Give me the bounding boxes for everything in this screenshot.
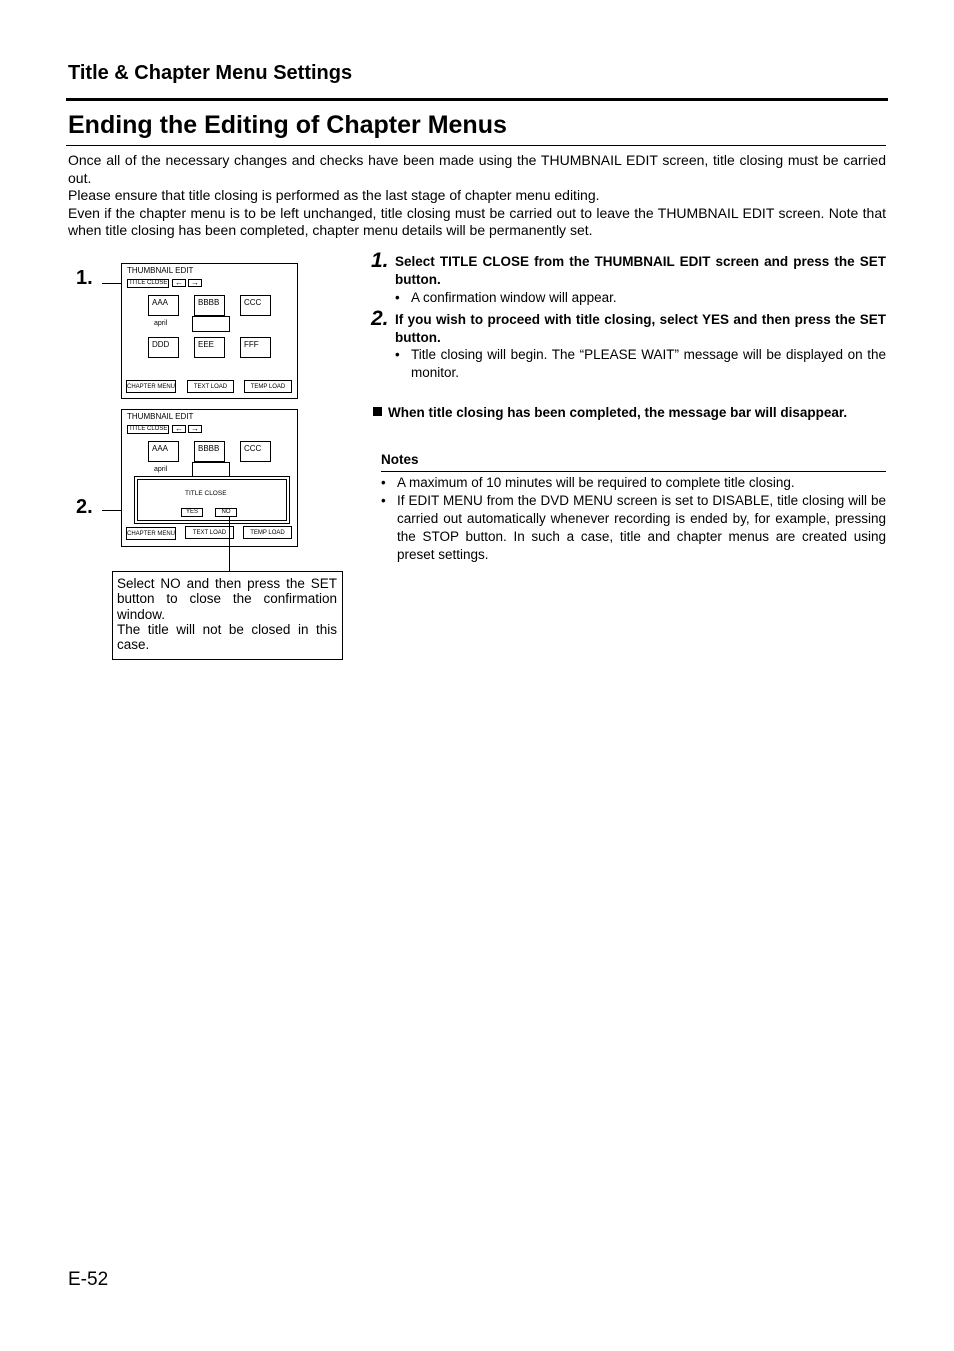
dialog-inner-frame: [137, 479, 287, 521]
caption-input-box[interactable]: [192, 316, 230, 332]
arrow-left-icon[interactable]: ←: [172, 425, 186, 433]
title-close-button[interactable]: TITLE CLOSE: [129, 280, 168, 286]
yes-button[interactable]: YES: [181, 508, 203, 517]
bullet-dot: •: [395, 347, 400, 362]
step-bullet: [395, 346, 886, 382]
figure2-label: 2.: [76, 496, 93, 518]
temp-load-button[interactable]: TEMP LOAD: [244, 380, 292, 393]
thumbnail-aaa[interactable]: AAA: [148, 441, 179, 462]
thumbnail-edit-screen-1: [121, 263, 298, 399]
temp-load-button[interactable]: TEMP LOAD: [243, 526, 292, 539]
step-bullet: [395, 289, 886, 307]
callout-box: [112, 571, 343, 660]
note-text: If EDIT MENU from the DVD MENU screen is set to DISABLE, title closing will be carried out automatically whenever recording is ended by, for example, pressing the STOP button. In such a case, title and chapter menus are created using preset settings.: [397, 493, 886, 562]
thumbnail-ccc[interactable]: CCC: [240, 295, 271, 316]
intro-paragraph: Even if the chapter menu is to be left unchanged, title closing must be carried out to leave the THUMBNAIL EDIT screen. Note that when title closing has been completed, chapter menu details will be permanently set.: [68, 204, 886, 238]
completion-note: When title closing has been completed, the message bar will disappear.: [388, 405, 848, 420]
section-title: Title & Chapter Menu Settings: [68, 62, 353, 84]
note-item: [381, 492, 886, 564]
page-number: E-52: [68, 1269, 109, 1290]
bullet-dot: •: [395, 290, 400, 305]
step-instruction: If you wish to proceed with title closing, select YES and then press the SET button.: [395, 312, 886, 345]
intro-paragraph: Please ensure that title closing is performed as the last stage of chapter menu editing.: [68, 187, 600, 203]
intro-text: [68, 152, 886, 240]
arrow-right-icon[interactable]: →: [188, 425, 202, 433]
step-bullet-text: A confirmation window will appear.: [411, 290, 617, 305]
title-rule: [66, 145, 886, 146]
step-bullet-text: Title closing will begin. The “PLEASE WAIT” message will be displayed on the monitor.: [411, 347, 886, 380]
thumbnail-bbbb[interactable]: BBBB: [194, 441, 225, 462]
thumbnail-aaa[interactable]: AAA: [148, 295, 179, 316]
confirmation-dialog: [134, 476, 290, 524]
thumbnail-bbbb[interactable]: BBBB: [194, 295, 225, 316]
text-load-button[interactable]: TEXT LOAD: [187, 380, 234, 393]
bullet-dot: •: [381, 475, 386, 490]
text-load-button[interactable]: TEXT LOAD: [185, 526, 234, 539]
chapter-menu-button[interactable]: CHAPTER MENU: [126, 527, 176, 540]
step-instruction: Select TITLE CLOSE from the THUMBNAIL EDIT screen and press the SET button.: [395, 254, 886, 287]
thumbnail-caption: april: [154, 320, 168, 327]
title-close-button[interactable]: TITLE CLOSE: [129, 426, 168, 432]
notes-rule: [381, 471, 886, 472]
callout-text: The title will not be closed in this case.: [117, 621, 337, 653]
thumbnail-ccc[interactable]: CCC: [240, 441, 271, 462]
thumbnail-ddd[interactable]: DDD: [148, 337, 179, 358]
thumbnail-fff[interactable]: FFF: [240, 337, 271, 358]
notes-heading: Notes: [381, 452, 419, 467]
square-bullet-icon: [373, 407, 382, 416]
arrow-right-icon[interactable]: →: [188, 279, 202, 287]
bullet-dot: •: [381, 493, 386, 508]
thumbnail-edit-screen-2: [121, 409, 298, 547]
callout-leader-line: [229, 517, 230, 572]
screen-title: THUMBNAIL EDIT: [127, 412, 194, 421]
note-text: A maximum of 10 minutes will be required to complete title closing.: [397, 475, 795, 490]
note-item: [381, 474, 886, 492]
chapter-menu-button[interactable]: CHAPTER MENU: [126, 380, 176, 393]
intro-paragraph: Once all of the necessary changes and checks have been made using the THUMBNAIL EDIT screen, title closing must be carried out.: [68, 152, 886, 186]
screen-title: THUMBNAIL EDIT: [127, 266, 194, 275]
thumbnail-caption: april: [154, 466, 168, 473]
thumbnail-eee[interactable]: EEE: [194, 337, 225, 358]
no-button[interactable]: NO: [215, 508, 237, 517]
callout-text: Select NO and then press the SET button to close the confirmation window.: [117, 576, 337, 622]
header-rule: [66, 98, 888, 101]
figure1-label: 1.: [76, 267, 93, 289]
dialog-title: TITLE CLOSE: [185, 490, 227, 497]
step-number: 2.: [371, 307, 389, 330]
step-number: 1.: [371, 249, 389, 272]
arrow-left-icon[interactable]: ←: [172, 279, 186, 287]
page-title: Ending the Editing of Chapter Menus: [68, 111, 507, 139]
